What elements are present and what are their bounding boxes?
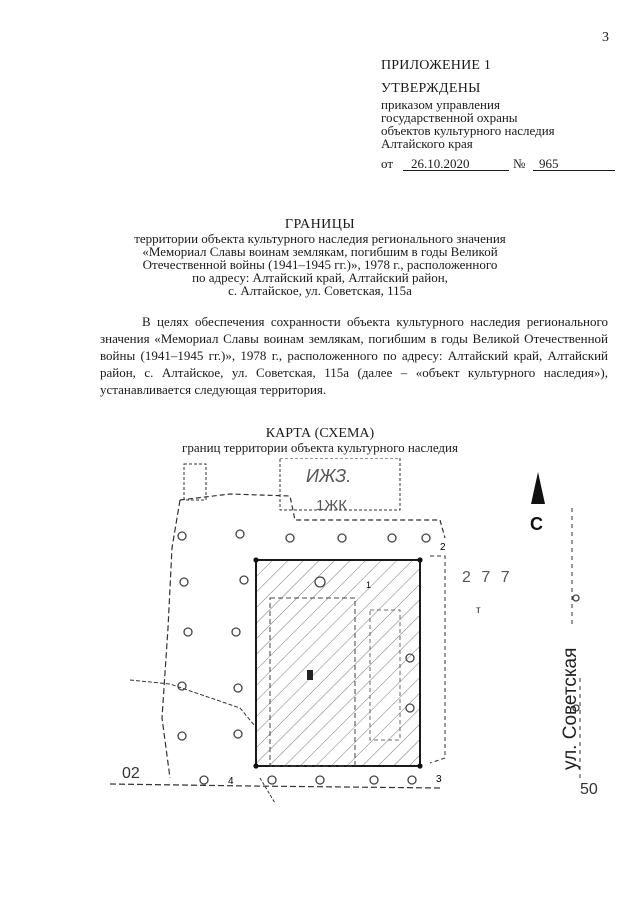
corner-label: 1 <box>366 580 372 590</box>
map-road-line <box>130 680 255 726</box>
map-boundary-line <box>430 556 445 763</box>
map-heading <box>150 427 490 455</box>
map-title: КАРТА (СХЕМА) <box>265 426 375 441</box>
map-boundary-line <box>260 778 275 803</box>
map-building <box>184 464 206 500</box>
territory-polygon <box>256 560 420 766</box>
corner-point <box>417 557 422 562</box>
corner-point <box>253 763 258 768</box>
map-road-line <box>110 784 440 788</box>
heading-line: «Мемориал Славы воинам землякам, погибшим в годы Великой <box>142 244 498 259</box>
date-prefix: от <box>381 156 394 171</box>
heading-line: по адресу: Алтайский край, Алтайский район, <box>192 270 448 285</box>
heading-line: с. Алтайское, ул. Советская, 115а <box>228 283 412 298</box>
map-mark: т <box>476 605 481 616</box>
map-boundary-line <box>162 500 180 778</box>
corner-point <box>253 557 258 562</box>
order-date-number <box>381 157 621 173</box>
corner-label: 3 <box>436 774 442 785</box>
street-label: ул. Советская <box>560 647 581 770</box>
map-subtitle: границ территории объекта культурного наследия <box>182 440 458 455</box>
approval-block <box>381 82 621 173</box>
order-date: 26.10.2020 <box>403 157 509 171</box>
map-text: 50 <box>580 781 598 798</box>
map-text: ИЖЗ. <box>306 466 352 486</box>
order-number: 965 <box>533 157 615 171</box>
approval-line: Алтайского края <box>381 136 473 151</box>
map-boundary-line <box>180 494 445 538</box>
heading-title: ГРАНИЦЫ <box>284 217 356 232</box>
heading-line: Отечественной войны (1941–1945 гг.)», 1978 г., расположенного <box>142 257 498 272</box>
north-arrow-icon <box>531 472 545 504</box>
north-label: С <box>530 514 543 534</box>
map-text: 1ЖК <box>316 497 347 514</box>
corner-label: 2 <box>440 542 446 553</box>
approval-title: УТВЕРЖДЕНЫ <box>381 81 481 96</box>
heading-line: территории объекта культурного наследия регионального значения <box>134 231 506 246</box>
corner-point <box>417 763 422 768</box>
map-text: 02 <box>122 765 140 782</box>
map-text: 2 7 7 <box>462 569 513 586</box>
map-schema <box>110 458 610 818</box>
approval-line: объектов культурного наследия <box>381 123 555 138</box>
monument-mark <box>307 670 313 680</box>
approval-line: государственной охраны <box>381 110 518 125</box>
page-number: 3 <box>602 30 609 45</box>
appendix-label: ПРИЛОЖЕНИЕ 1 <box>381 58 492 73</box>
body-paragraph: В целях обеспечения сохранности объекта культурного наследия регионального значения «Мемориал Славы воинам землякам, погибшим в годы Великой Отечественной войны (1941–1945 гг.)», 1978 г., расположенного по адресу: Алтайский край, Алтайский район, с. Алтайское, ул. Советская, 115а (далее – «объект культурного наследия»), устанавливается следующая территория. <box>100 314 608 397</box>
corner-label: 4 <box>228 776 234 787</box>
document-heading <box>110 218 530 297</box>
approval-line: приказом управления <box>381 97 500 112</box>
number-prefix: № <box>513 156 526 171</box>
